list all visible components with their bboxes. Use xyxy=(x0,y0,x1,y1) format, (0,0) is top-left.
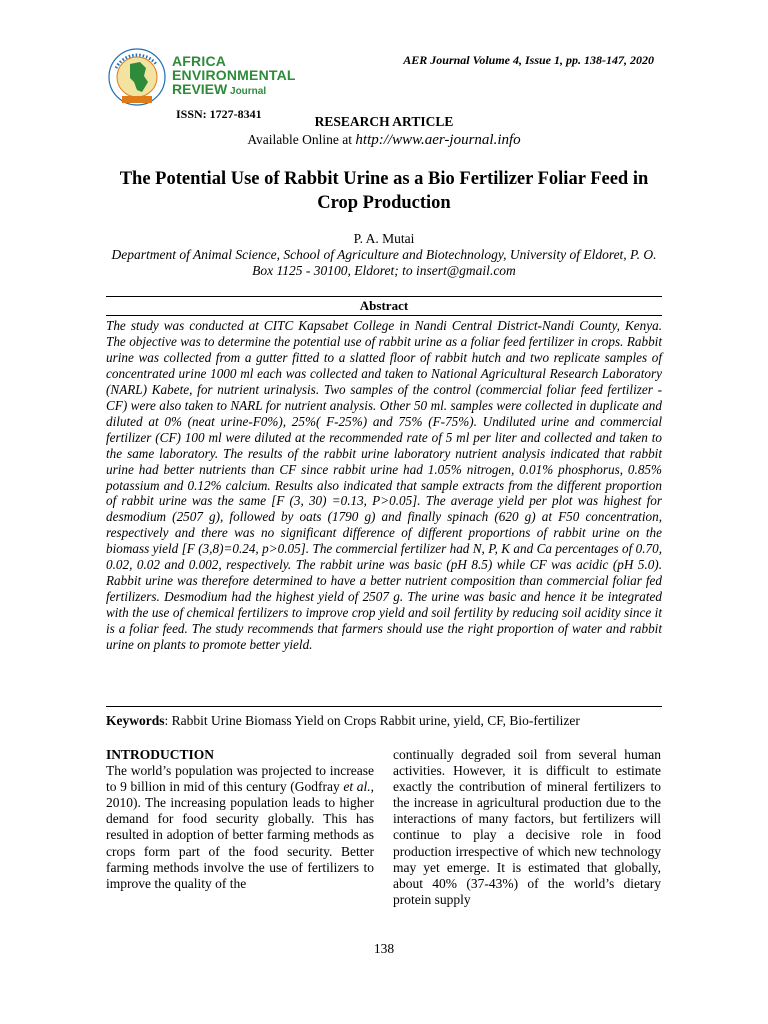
journal-reference: AER Journal Volume 4, Issue 1, pp. 138-147, 2020 xyxy=(403,53,654,67)
intro-left-etal: et al. xyxy=(343,779,371,795)
available-online xyxy=(0,132,768,149)
article-type: RESEARCH ARTICLE xyxy=(314,114,454,129)
page-number: 138 xyxy=(373,941,395,956)
journal-logo xyxy=(104,46,170,108)
journal-url[interactable]: http://www.aer-journal.info xyxy=(355,132,521,148)
article-title: The Potential Use of Rabbit Urine as a Bio Fertilizer Foliar Feed in Crop Production xyxy=(119,169,649,213)
abstract-rule-top xyxy=(106,296,662,297)
intro-column-right: continually degraded soil from several human activities. However, it is difficult to estimate exactly the contribution of mineral fertilizers to the increase in agricultural production due to the interactions of many factors, but fertilizers will continue to play a decisive role in food production irrespective of which new technology may yet emerge. It is estimated that globally, about 40% (37-43%) of the world’s dietary protein supply xyxy=(393,747,661,907)
logo-line-africa: AFRICA xyxy=(172,53,227,69)
logo-line-journal: Journal xyxy=(227,86,267,97)
logo-line-environmental: ENVIRONMENTAL xyxy=(172,67,296,83)
logo-line-review: REVIEW xyxy=(172,81,228,97)
intro-left-text-1: The world’s population was projected to increase to 9 billion in mid of this century (Godfray xyxy=(106,763,374,795)
abstract-rule-mid xyxy=(106,315,662,316)
abstract-body: The study was conducted at CITC Kapsabet College in Nandi Central District-Nandi County, Kenya. The objective was to determine the potential use of rabbit urine as a foliar feed fertilizer in crops. Rabbit urine was collected from a gutter fitted to a slatted floor of rabbit hutch and two replicate samples of concentrated urine 1000 ml each was collected and taken to National Agricultural Research Laboratory (NARL) Kabete, for nutrient urinalysis. Two samples of the control (commercial foliar feed fertilizer - CF) were also taken to NARL for nutrient analysis. Other 50 ml. samples were collected in duplicate and diluted at 0% (neat urine-F0%), 25%( F-25%) and 75% (F-75%). Undiluted urine and commercial fertilizer (CF) 100 ml were diluted at the recommended rate of 5 ml per liter and collected and taken to the same laboratory. The results of the rabbit urine laboratory nutrient analysis indicated that rabbit urine had better nutrients than CF since rabbit urine had 1.05% nitrogen, 0.01% phosphorus, 0.85% potassium and 0.12% calcium. Results also indicated that sample extracts from the different proportion of rabbit urine was the same [F (3, 30) =0.13, P>0.05]. The average yield per plot was highest for desmodium (2507 g), followed by oats (1790 g) and finally spinach (620 g) at F50 concentration, respectively and there was no significant difference of different proportions of rabbit urine on the biomass yield [F (3,8)=0.24, p>0.05]. The commercial fertilizer had N, P, K and Ca percentages of 0.70, 0.02, 0.02 and 0.002, respectively. The rabbit urine was basic (pH 8.5) while CF was acidic (pH 5.0). Rabbit urine was therefore determined to have a better nutrient composition than commercial foliar fed fertilizers. Desmodium had the highest yield of 2507 g. The urine was basic and hence it be integrated with the use of chemical fertilizers to improve crop yield and soil fertility by reducing soil acidity since it is a foliar feed. The study recommends that farmers should use the right proportion of water and rabbit urine on plants to promote better yield. xyxy=(106,318,662,653)
intro-left-text-2: , 2010). The increasing population leads to higher demand for food security globally. This has resulted in adoption of better farming methods as crops form part of the food security. Better farming methods involve the use of fertilizers to improve the quality of the xyxy=(106,779,374,891)
available-online-label: Available Online at xyxy=(247,132,356,147)
intro-column-left xyxy=(106,747,374,892)
issn: ISSN: 1727-8341 xyxy=(176,107,262,121)
keywords-label: Keywords xyxy=(106,713,165,728)
logo-banner xyxy=(122,96,152,103)
keywords-text: : Rabbit Urine Biomass Yield on Crops Rabbit urine, yield, CF, Bio-fertilizer xyxy=(164,713,580,728)
introduction-heading: INTRODUCTION xyxy=(106,747,215,762)
abstract-rule-bottom xyxy=(106,706,662,707)
keywords xyxy=(106,713,662,729)
abstract-heading: Abstract xyxy=(359,298,409,313)
author: P. A. Mutai xyxy=(353,231,415,246)
author-affiliation: Department of Animal Science, School of Agriculture and Biotechnology, University of Eldoret, P. O. Box 1125 - 30100, Eldoret; to insert@gmail.com xyxy=(111,247,657,278)
logo-wordmark xyxy=(172,54,296,99)
